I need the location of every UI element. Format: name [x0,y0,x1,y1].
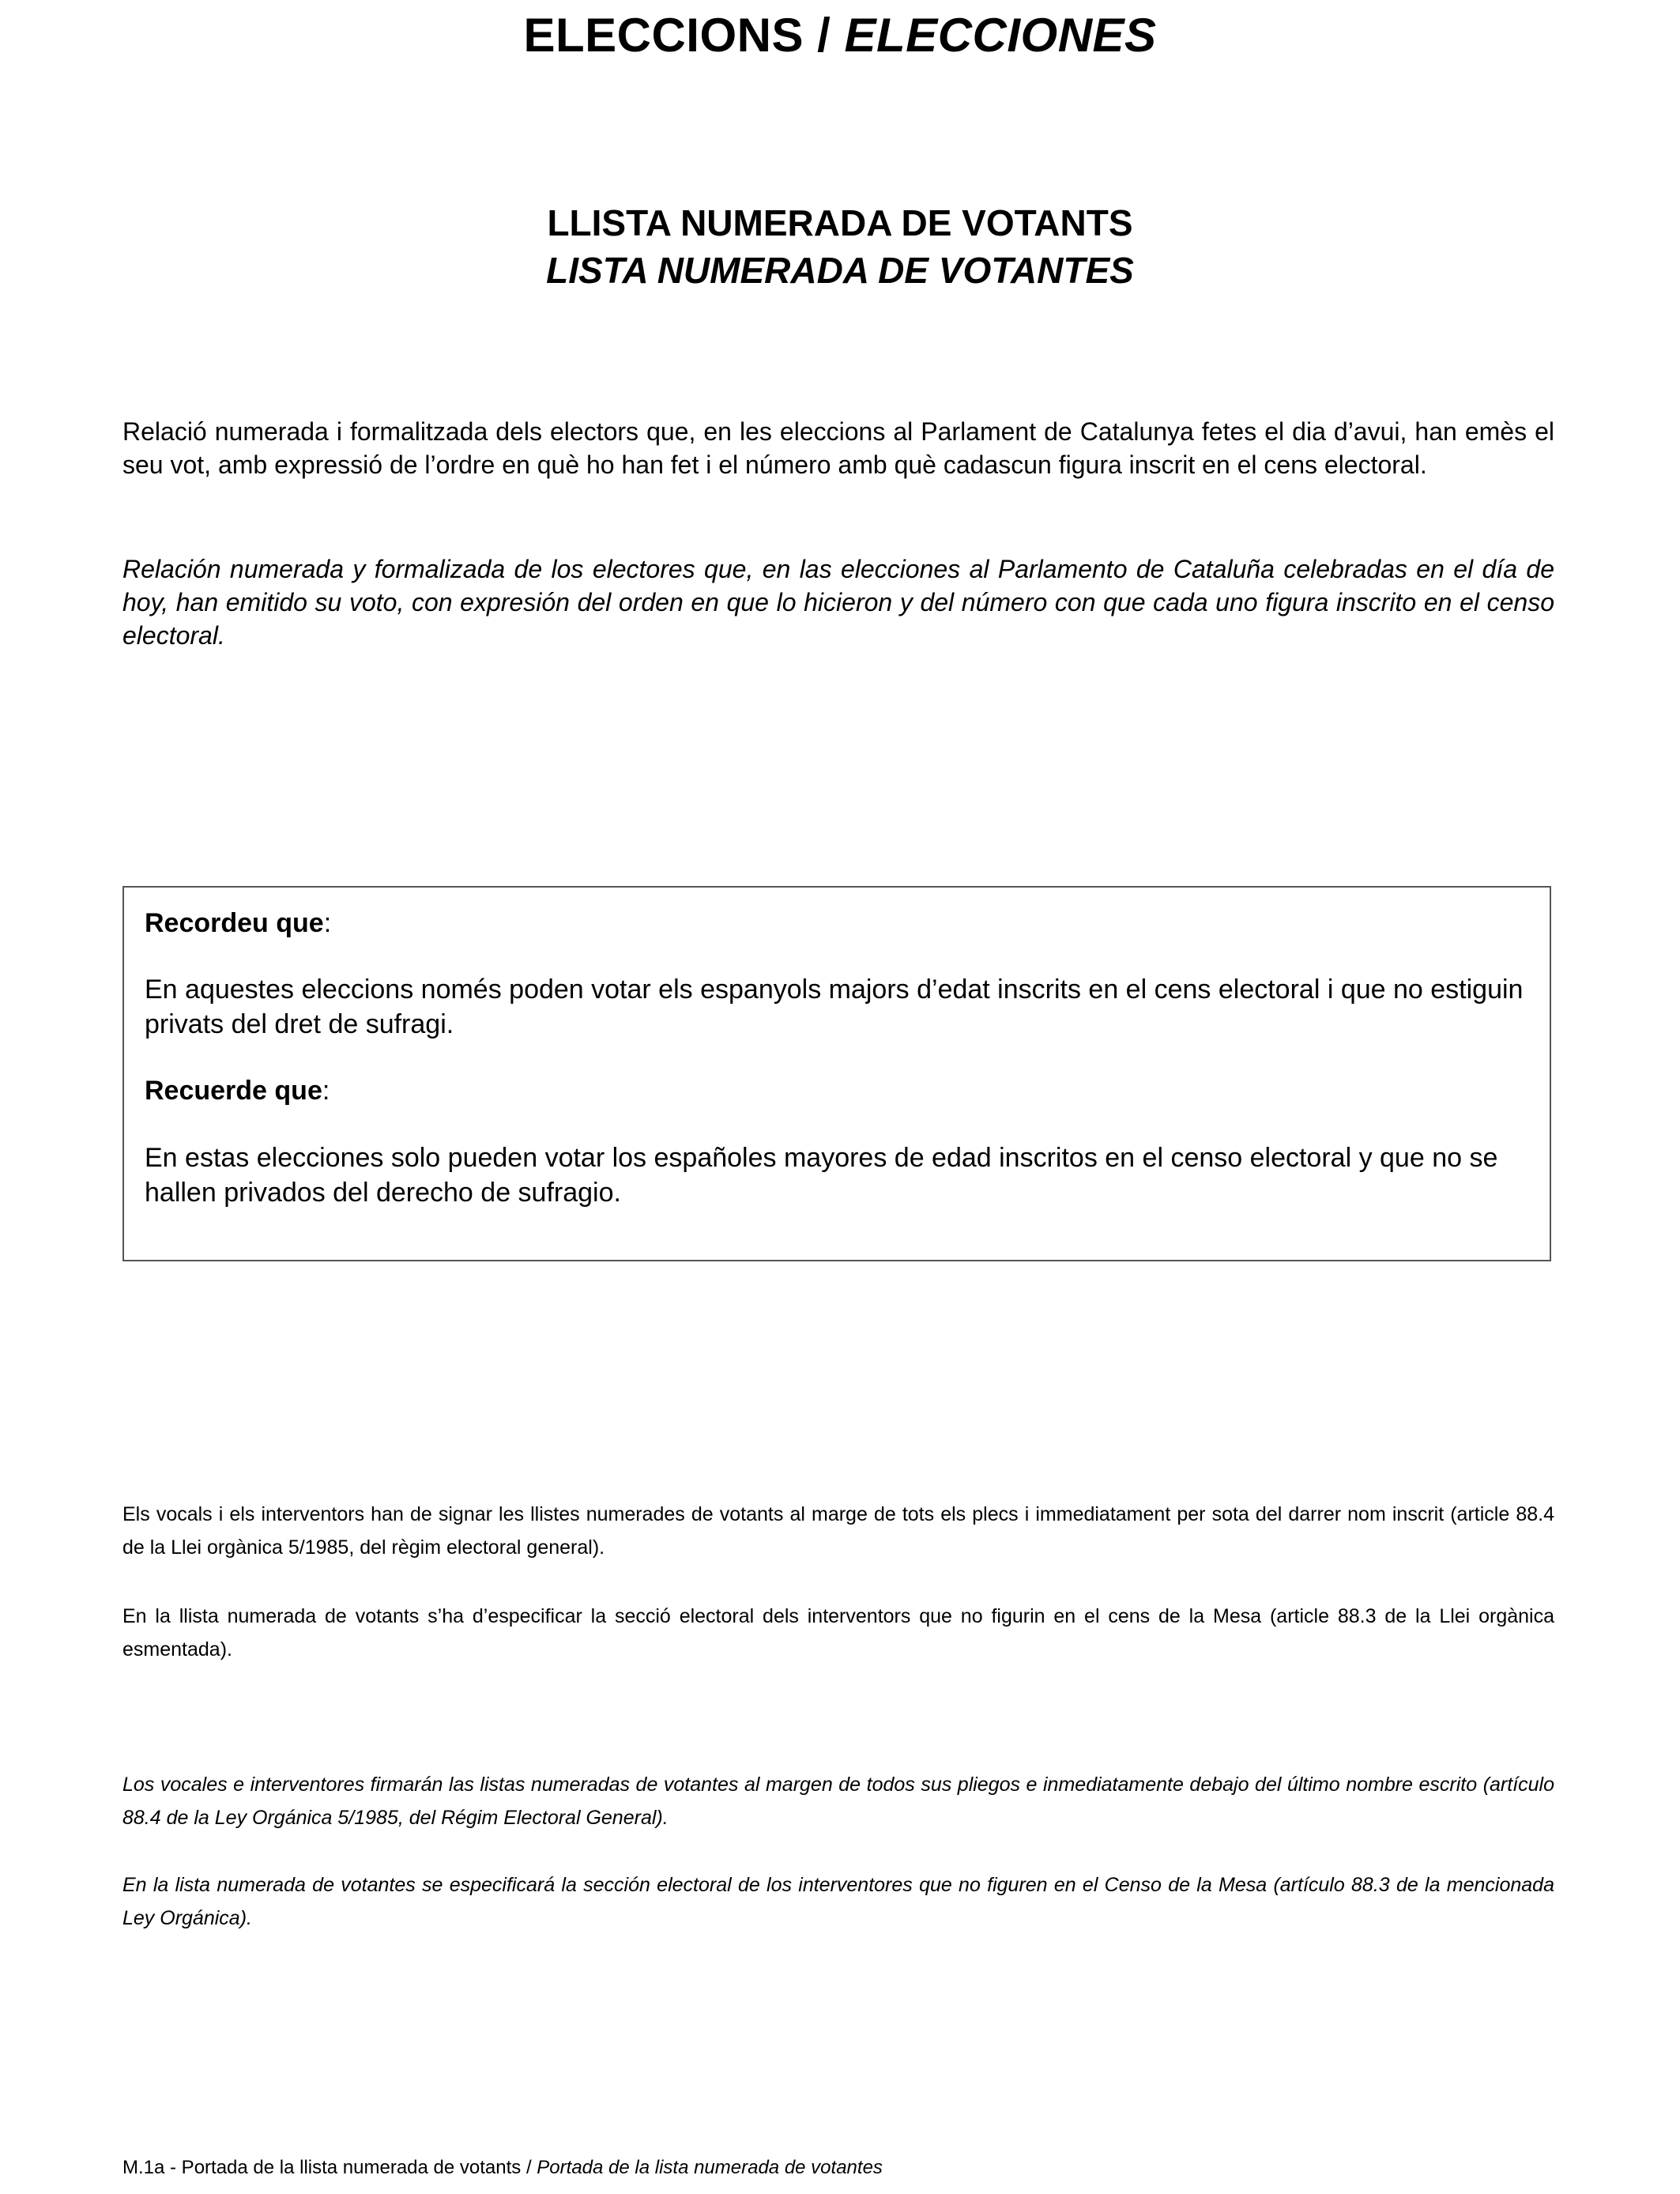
page-title-spanish: ELECCIONES [844,9,1157,62]
page-title-catalan: ELECCIONS / [523,9,831,62]
notice-heading-spanish-colon: : [322,1076,330,1106]
subtitle-spanish: LISTA NUMERADA DE VOTANTES [546,250,1134,291]
note-catalan-signatures: Els vocals i els interventors han de signar les llistes numerades de votants al marge de tots els plecs i immediatament per sota del darrer nom inscrit (article 88.4 de la Llei orgànica 5/1985, del règim electoral general). [122,1503,1554,1559]
notice-heading-spanish-label: Recuerde que [145,1076,322,1106]
notice-heading-catalan-colon: : [323,908,332,938]
page-title [0,8,1680,63]
note-spanish-section: En la lista numerada de votantes se especificará la sección electoral de los interventores que no figuren en el Censo de la Mesa (artículo 88.3 de la mencionada Ley Orgánica). [122,1874,1554,1929]
note-catalan-section: En la llista numerada de votants s’ha d’especificar la secció electoral dels interventors que no figurin en el cens de la Mesa (article 88.3 de la Llei orgànica esmentada). [122,1605,1554,1661]
notice-heading-catalan-label: Recordeu que [145,908,324,938]
subtitle-catalan: LLISTA NUMERADA DE VOTANTS [547,202,1133,243]
intro-paragraph-spanish: Relación numerada y formalizada de los electores que, en las elecciones al Parlamento de Cataluña celebradas en el día de hoy, han emitido su voto, con expresión del orden en que lo hicieron y del número con que cada uno figura inscrito en el censo electoral. [122,555,1554,650]
footer-spanish: Portada de la lista numerada de votantes [537,2157,883,2178]
footer-catalan: M.1a - Portada de la llista numerada de votants / [122,2157,537,2178]
notice-heading-catalan [145,906,1535,941]
footer [122,2156,883,2180]
notice-text-catalan: En aquestes eleccions només poden votar els espanyols majors d’edat inscrits en el cens electoral i que no estiguin privats del dret de sufragi. [145,974,1524,1039]
intro-paragraph-catalan: Relació numerada i formalitzada dels electors que, en les eleccions al Parlament de Catalunya fetes el dia d’avui, han emès el seu vot, amb expressió de l’ordre en què ho han fet i el número amb què cadascun figura inscrit en el cens electoral. [122,417,1554,479]
note-spanish-signatures: Los vocales e interventores firmarán las listas numeradas de votantes al margen de todos sus pliegos e inmediatamente debajo del último nombre escrito (artículo 88.4 de la Ley Orgánica 5/1985, del Régim Electoral General). [122,1774,1554,1829]
notice-heading-spanish [145,1073,1535,1108]
notice-text-spanish: En estas elecciones solo pueden votar los españoles mayores de edad inscritos en el censo electoral y que no se hallen privados del derecho de sufragio. [145,1143,1498,1208]
